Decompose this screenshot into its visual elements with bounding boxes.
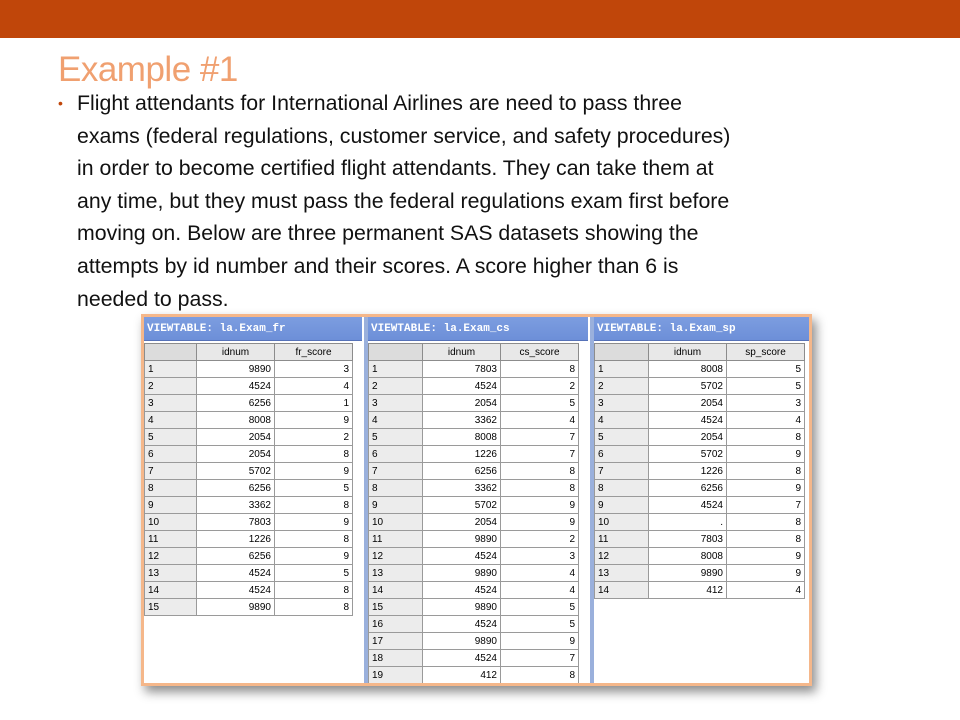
table-row[interactable]: [595, 446, 805, 463]
idnum-cell[interactable]: 8008: [649, 361, 727, 378]
idnum-cell[interactable]: 9890: [423, 599, 501, 616]
table-row[interactable]: [145, 446, 353, 463]
score-cell[interactable]: 8: [275, 599, 353, 616]
row-number[interactable]: 16: [369, 616, 423, 633]
idnum-cell[interactable]: 9890: [649, 565, 727, 582]
table-row[interactable]: [145, 378, 353, 395]
row-number[interactable]: 4: [369, 412, 423, 429]
table-row[interactable]: [369, 633, 579, 650]
score-cell[interactable]: 9: [727, 446, 805, 463]
window-title: VIEWTABLE: la.Exam_fr: [144, 317, 362, 341]
bullet-line: in order to become certified flight attendants. They can take them at: [77, 156, 714, 181]
score-cell[interactable]: 4: [727, 412, 805, 429]
table-row[interactable]: [369, 599, 579, 616]
bullet-line: attempts by id number and their scores. A score higher than 6 is: [77, 253, 679, 278]
idnum-cell[interactable]: 2054: [649, 395, 727, 412]
table-row[interactable]: [145, 361, 353, 378]
table-row[interactable]: [145, 531, 353, 548]
row-number[interactable]: 7: [595, 463, 649, 480]
row-number[interactable]: 4: [595, 412, 649, 429]
table-row[interactable]: [369, 497, 579, 514]
table-row[interactable]: [595, 412, 805, 429]
row-number[interactable]: 9: [369, 497, 423, 514]
viewtable-window-exam-fr: [144, 317, 362, 683]
table-row[interactable]: [595, 463, 805, 480]
row-number[interactable]: 12: [595, 548, 649, 565]
idnum-cell[interactable]: 412: [649, 582, 727, 599]
table-row[interactable]: [145, 582, 353, 599]
idnum-cell[interactable]: 4524: [423, 582, 501, 599]
idnum-cell[interactable]: 4524: [197, 582, 275, 599]
idnum-cell[interactable]: 5702: [649, 446, 727, 463]
score-cell[interactable]: 2: [501, 378, 579, 395]
row-number[interactable]: 5: [369, 429, 423, 446]
score-cell[interactable]: 4: [501, 412, 579, 429]
header-row: [145, 344, 353, 361]
score-cell[interactable]: 9: [501, 633, 579, 650]
table-row[interactable]: [145, 395, 353, 412]
corner-cell: [369, 344, 423, 361]
score-cell[interactable]: 9: [275, 514, 353, 531]
row-number[interactable]: 6: [369, 446, 423, 463]
idnum-cell[interactable]: 6256: [197, 548, 275, 565]
score-cell[interactable]: 4: [501, 582, 579, 599]
score-cell[interactable]: 8: [727, 429, 805, 446]
score-cell[interactable]: 7: [501, 446, 579, 463]
idnum-cell[interactable]: 4524: [423, 548, 501, 565]
viewtable-screenshot: [141, 314, 812, 686]
table-row[interactable]: [595, 548, 805, 565]
bullet-paragraph: [77, 87, 938, 315]
score-cell[interactable]: 2: [275, 429, 353, 446]
row-number[interactable]: 10: [145, 514, 197, 531]
score-cell[interactable]: 5: [727, 361, 805, 378]
table-row[interactable]: [369, 531, 579, 548]
idnum-cell[interactable]: 4524: [423, 616, 501, 633]
score-cell[interactable]: 9: [727, 480, 805, 497]
score-cell[interactable]: 8: [275, 531, 353, 548]
score-cell[interactable]: 8: [501, 463, 579, 480]
column-header[interactable]: sp_score: [727, 344, 805, 361]
table-row[interactable]: [595, 378, 805, 395]
score-cell[interactable]: 8: [727, 514, 805, 531]
idnum-cell[interactable]: 8008: [423, 429, 501, 446]
score-cell[interactable]: 7: [501, 429, 579, 446]
score-cell[interactable]: 8: [501, 361, 579, 378]
idnum-cell[interactable]: 4524: [649, 497, 727, 514]
idnum-cell[interactable]: 2054: [649, 429, 727, 446]
header-row: [595, 344, 805, 361]
idnum-cell[interactable]: 8008: [649, 548, 727, 565]
table-row[interactable]: [369, 565, 579, 582]
bullet-text: [58, 87, 938, 315]
table-row[interactable]: [369, 361, 579, 378]
score-cell[interactable]: 5: [501, 395, 579, 412]
idnum-cell[interactable]: 4524: [649, 412, 727, 429]
table-row[interactable]: [369, 667, 579, 684]
column-header[interactable]: cs_score: [501, 344, 579, 361]
score-cell[interactable]: 3: [501, 548, 579, 565]
corner-cell: [145, 344, 197, 361]
idnum-cell[interactable]: 8008: [197, 412, 275, 429]
row-number[interactable]: 6: [595, 446, 649, 463]
row-number[interactable]: 14: [595, 582, 649, 599]
score-cell[interactable]: 9: [275, 412, 353, 429]
row-number[interactable]: 13: [595, 565, 649, 582]
table-row[interactable]: [369, 412, 579, 429]
row-number[interactable]: 13: [145, 565, 197, 582]
table-row[interactable]: [145, 565, 353, 582]
table-row[interactable]: [595, 395, 805, 412]
row-number[interactable]: 2: [369, 378, 423, 395]
data-grid: [594, 343, 805, 599]
score-cell[interactable]: 3: [275, 361, 353, 378]
idnum-cell[interactable]: 1226: [197, 531, 275, 548]
row-number[interactable]: 3: [145, 395, 197, 412]
table-row[interactable]: [145, 497, 353, 514]
row-number[interactable]: 9: [595, 497, 649, 514]
row-number[interactable]: 14: [369, 582, 423, 599]
idnum-cell[interactable]: 6256: [649, 480, 727, 497]
idnum-cell[interactable]: 2054: [197, 429, 275, 446]
table-row[interactable]: [595, 565, 805, 582]
idnum-cell[interactable]: 2054: [423, 514, 501, 531]
score-cell[interactable]: 4: [501, 565, 579, 582]
table-row[interactable]: [145, 548, 353, 565]
idnum-cell[interactable]: 3362: [423, 412, 501, 429]
score-cell[interactable]: 8: [727, 463, 805, 480]
row-number[interactable]: 3: [595, 395, 649, 412]
idnum-cell[interactable]: .: [649, 514, 727, 531]
score-cell[interactable]: 7: [501, 650, 579, 667]
row-number[interactable]: 3: [369, 395, 423, 412]
score-cell[interactable]: 9: [501, 497, 579, 514]
idnum-cell[interactable]: 1226: [423, 446, 501, 463]
table-row[interactable]: [595, 497, 805, 514]
table-row[interactable]: [145, 514, 353, 531]
table-row[interactable]: [595, 361, 805, 378]
score-cell[interactable]: 9: [727, 548, 805, 565]
row-number[interactable]: 8: [145, 480, 197, 497]
table-row[interactable]: [145, 429, 353, 446]
table-row[interactable]: [145, 480, 353, 497]
bullet-line: moving on. Below are three permanent SAS datasets showing the: [77, 221, 699, 246]
column-header[interactable]: fr_score: [275, 344, 353, 361]
viewtable-window-exam-cs: [364, 317, 588, 683]
data-grid: [144, 343, 353, 616]
score-cell[interactable]: 5: [275, 565, 353, 582]
row-number[interactable]: 10: [369, 514, 423, 531]
column-header[interactable]: idnum: [423, 344, 501, 361]
table-row[interactable]: [369, 378, 579, 395]
table-row[interactable]: [595, 429, 805, 446]
row-number[interactable]: 17: [369, 633, 423, 650]
row-number[interactable]: 1: [145, 361, 197, 378]
score-cell[interactable]: 5: [501, 616, 579, 633]
table-row[interactable]: [369, 650, 579, 667]
idnum-cell[interactable]: 4524: [423, 378, 501, 395]
row-number[interactable]: 13: [369, 565, 423, 582]
score-cell[interactable]: 2: [501, 531, 579, 548]
score-cell[interactable]: 4: [275, 378, 353, 395]
score-cell[interactable]: 9: [727, 565, 805, 582]
bullet-dot-icon: •: [58, 95, 63, 111]
accent-bar: [0, 0, 960, 38]
row-number[interactable]: 18: [369, 650, 423, 667]
score-cell[interactable]: 5: [727, 378, 805, 395]
bullet-line: exams (federal regulations, customer service, and safety procedures): [77, 123, 731, 148]
idnum-cell[interactable]: 412: [423, 667, 501, 684]
table-row[interactable]: [369, 616, 579, 633]
table-row[interactable]: [369, 514, 579, 531]
row-number[interactable]: 15: [145, 599, 197, 616]
row-number[interactable]: 7: [369, 463, 423, 480]
idnum-cell[interactable]: 9890: [423, 633, 501, 650]
window-title: VIEWTABLE: la.Exam_sp: [594, 317, 809, 341]
idnum-cell[interactable]: 4524: [423, 650, 501, 667]
data-grid: [368, 343, 579, 683]
row-number[interactable]: 1: [369, 361, 423, 378]
table-row[interactable]: [595, 514, 805, 531]
column-header[interactable]: idnum: [649, 344, 727, 361]
idnum-cell[interactable]: 2054: [423, 395, 501, 412]
row-number[interactable]: 6: [145, 446, 197, 463]
bullet-line: Flight attendants for International Airlines are need to pass three: [77, 91, 682, 115]
table-row[interactable]: [369, 463, 579, 480]
row-number[interactable]: 8: [595, 480, 649, 497]
row-number[interactable]: 14: [145, 582, 197, 599]
row-number[interactable]: 12: [145, 548, 197, 565]
idnum-cell[interactable]: 9890: [423, 531, 501, 548]
row-number[interactable]: 10: [595, 514, 649, 531]
idnum-cell[interactable]: 6256: [423, 463, 501, 480]
table-row[interactable]: [369, 548, 579, 565]
score-cell[interactable]: 3: [727, 395, 805, 412]
idnum-cell[interactable]: 5702: [197, 463, 275, 480]
row-number[interactable]: 5: [595, 429, 649, 446]
row-number[interactable]: 8: [369, 480, 423, 497]
row-number[interactable]: 15: [369, 599, 423, 616]
row-number[interactable]: 11: [369, 531, 423, 548]
bullet-line: needed to pass.: [77, 286, 229, 311]
row-number[interactable]: 5: [145, 429, 197, 446]
score-cell[interactable]: 5: [275, 480, 353, 497]
row-number[interactable]: 7: [145, 463, 197, 480]
idnum-cell[interactable]: 9890: [197, 599, 275, 616]
viewtable-window-exam-sp: [590, 317, 809, 683]
table-row[interactable]: [595, 531, 805, 548]
idnum-cell[interactable]: 4524: [197, 378, 275, 395]
row-number[interactable]: 11: [145, 531, 197, 548]
idnum-cell[interactable]: 9890: [423, 565, 501, 582]
score-cell[interactable]: 9: [501, 514, 579, 531]
table-row[interactable]: [369, 582, 579, 599]
row-number[interactable]: 4: [145, 412, 197, 429]
score-cell[interactable]: 8: [275, 582, 353, 599]
idnum-cell[interactable]: 7803: [423, 361, 501, 378]
score-cell[interactable]: 8: [275, 446, 353, 463]
corner-cell: [595, 344, 649, 361]
score-cell[interactable]: 9: [275, 463, 353, 480]
idnum-cell[interactable]: 1226: [649, 463, 727, 480]
row-number[interactable]: 19: [369, 667, 423, 684]
table-row[interactable]: [145, 599, 353, 616]
idnum-cell[interactable]: 6256: [197, 480, 275, 497]
header-row: [369, 344, 579, 361]
score-cell[interactable]: 1: [275, 395, 353, 412]
score-cell[interactable]: 5: [501, 599, 579, 616]
slide-title: Example #1: [58, 50, 238, 89]
score-cell[interactable]: 8: [501, 480, 579, 497]
score-cell[interactable]: 8: [727, 531, 805, 548]
table-row[interactable]: [595, 480, 805, 497]
idnum-cell[interactable]: 2054: [197, 446, 275, 463]
idnum-cell[interactable]: 3362: [197, 497, 275, 514]
score-cell[interactable]: 8: [501, 667, 579, 684]
idnum-cell[interactable]: 5702: [649, 378, 727, 395]
table-row[interactable]: [145, 412, 353, 429]
bullet-line: any time, but they must pass the federal regulations exam first before: [77, 188, 730, 213]
row-number[interactable]: 11: [595, 531, 649, 548]
row-number[interactable]: 12: [369, 548, 423, 565]
score-cell[interactable]: 4: [727, 582, 805, 599]
idnum-cell[interactable]: 7803: [197, 514, 275, 531]
idnum-cell[interactable]: 9890: [197, 361, 275, 378]
row-number[interactable]: 9: [145, 497, 197, 514]
score-cell[interactable]: 8: [275, 497, 353, 514]
idnum-cell[interactable]: 3362: [423, 480, 501, 497]
idnum-cell[interactable]: 6256: [197, 395, 275, 412]
score-cell[interactable]: 7: [727, 497, 805, 514]
table-row[interactable]: [369, 395, 579, 412]
idnum-cell[interactable]: 7803: [649, 531, 727, 548]
row-number[interactable]: 2: [145, 378, 197, 395]
idnum-cell[interactable]: 5702: [423, 497, 501, 514]
table-row[interactable]: [145, 463, 353, 480]
table-row[interactable]: [595, 582, 805, 599]
row-number[interactable]: 1: [595, 361, 649, 378]
table-row[interactable]: [369, 429, 579, 446]
column-header[interactable]: idnum: [197, 344, 275, 361]
table-row[interactable]: [369, 446, 579, 463]
score-cell[interactable]: 9: [275, 548, 353, 565]
table-row[interactable]: [369, 480, 579, 497]
window-title: VIEWTABLE: la.Exam_cs: [368, 317, 588, 341]
row-number[interactable]: 2: [595, 378, 649, 395]
idnum-cell[interactable]: 4524: [197, 565, 275, 582]
